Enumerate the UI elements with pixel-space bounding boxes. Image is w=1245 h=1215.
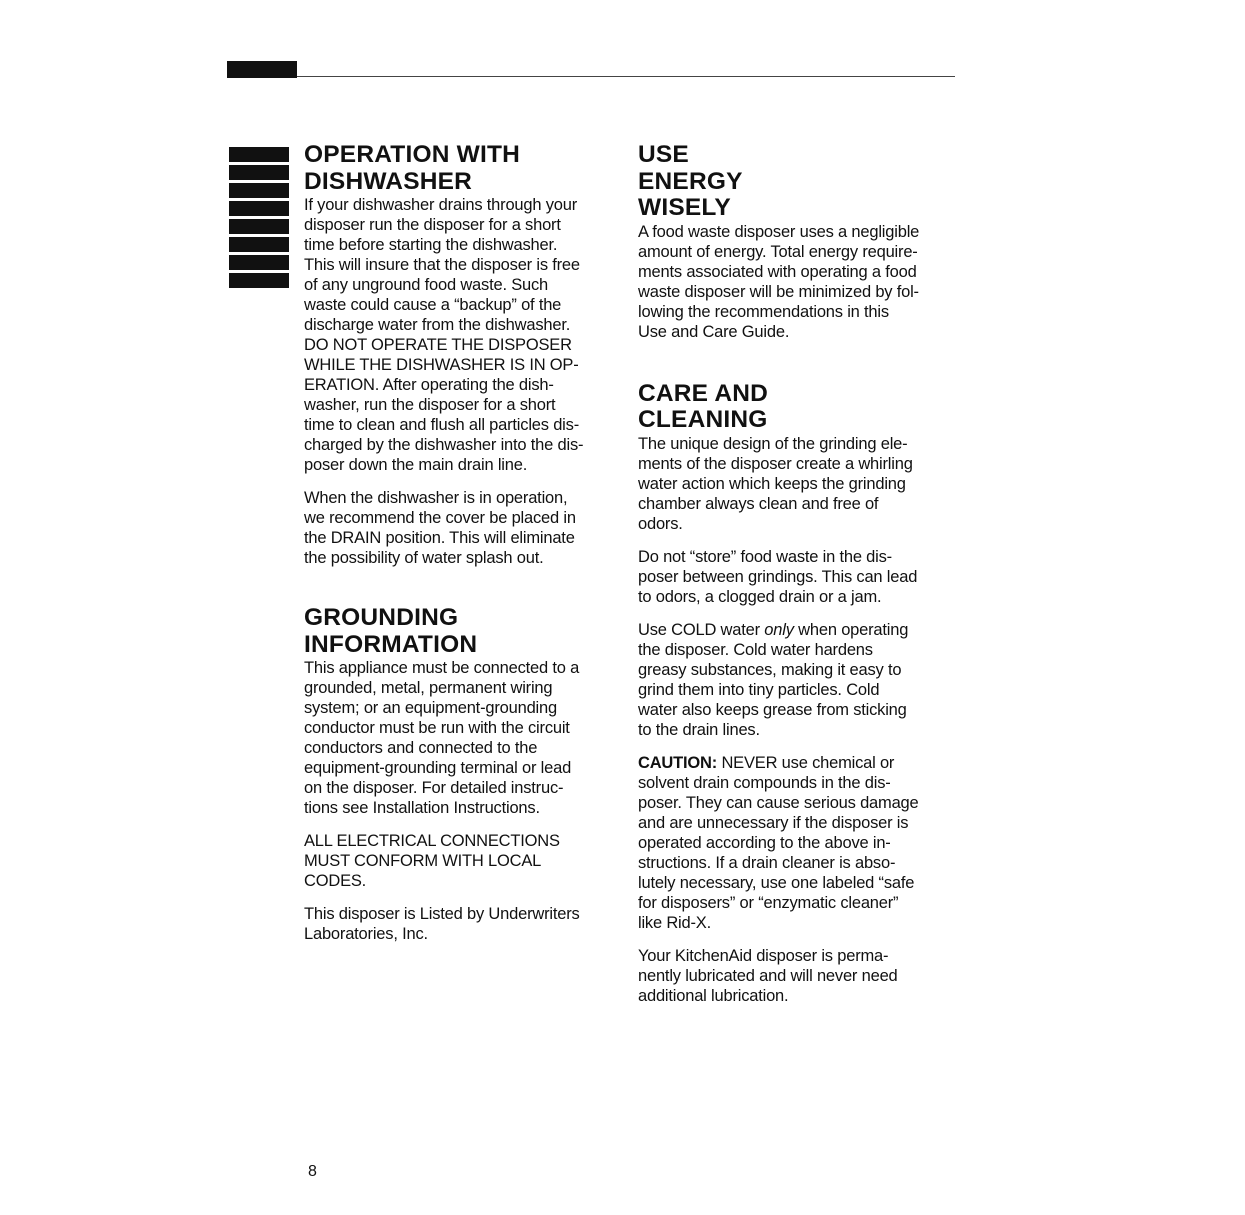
grounding-paragraph-2: ALL ELECTRICAL CONNECTIONS MUST CONFORM WITH LOCAL CODES. <box>304 832 560 890</box>
header-rule <box>297 76 955 77</box>
header-tab-block <box>227 61 297 78</box>
care-paragraph-5: Your KitchenAid disposer is perma- nently lubricated and will never need additional lubrication. <box>638 946 898 1005</box>
heading-use-energy-wisely: USE ENERGY WISELY <box>638 141 743 221</box>
operation-paragraph-2: When the dishwasher is in operation, we recommend the cover be placed in the DRAIN position. This will eliminate the possibility of water splash out. <box>304 489 576 567</box>
caution-label: CAUTION: <box>638 753 718 772</box>
energy-paragraph-1: A food waste disposer uses a negligible amount of energy. Total energy require- ments associated with operating a food waste disposer will be minimized by fol- lowing the recommendations in this Use and Care Guide. <box>638 222 920 341</box>
heading-care-and-cleaning: CARE AND CLEANING <box>638 379 768 433</box>
heading-operation-with-dishwasher: OPERATION WITH DISHWASHER <box>304 141 521 195</box>
right-column <box>638 142 956 1019</box>
care-p3-emphasis: only <box>764 620 794 639</box>
care-p3-end: when operating the disposer. Cold water hardens greasy substances, making it easy to grind them into tiny particles. Cold water also keeps grease from sticking to the drain lines. <box>638 620 909 739</box>
caution-paragraph <box>638 753 956 933</box>
care-paragraph-1: The unique design of the grinding ele- ments of the disposer create a whirling water action which keeps the grinding chamber always clean and free of odors. <box>638 434 913 533</box>
operation-paragraph-1: If your dishwasher drains through your disposer run the disposer for a short time before starting the dishwasher. This will insure that the disposer is free of any unground food waste. Such waste could cause a “backup” of the discharge water from the dishwasher. DO NOT OPERATE THE DISPOSER WHILE THE DISHWASHER IS IN OP- ERATION. After operating the dish- washer, run the disposer for a short time to clean and flush all particles dis- charged by the dishwasher into the dis- poser down the main drain line. <box>304 196 584 474</box>
section-marker-bars <box>229 147 289 291</box>
page-number: 8 <box>308 1163 317 1180</box>
care-paragraph-3 <box>638 620 956 740</box>
heading-grounding-information: GROUNDING INFORMATION <box>304 604 478 658</box>
grounding-paragraph-3: This disposer is Listed by Underwriters Laboratories, Inc. <box>304 905 580 943</box>
grounding-paragraph-1: This appliance must be connected to a grounded, metal, permanent wiring system; or an equipment-grounding conductor must be run with the circuit conductors and connected to the equipment-grounding terminal or lead on the disposer. For detailed instruc- tions see Installation Instructions. <box>304 659 580 817</box>
left-column <box>304 142 622 957</box>
care-p3-start: Use COLD water <box>638 620 765 639</box>
care-paragraph-2: Do not “store” food waste in the dis- poser between grindings. This can lead to odors, a clogged drain or a jam. <box>638 547 918 606</box>
caution-text: NEVER use chemical or solvent drain compounds in the dis- poser. They can cause serious damage and are unnecessary if the disposer is operated according to the above in- structions. If a drain cleaner is abso- lutely necessary, use one labeled “safe for disposers” or “enzymatic cleaner” like Rid-X. <box>638 753 919 932</box>
